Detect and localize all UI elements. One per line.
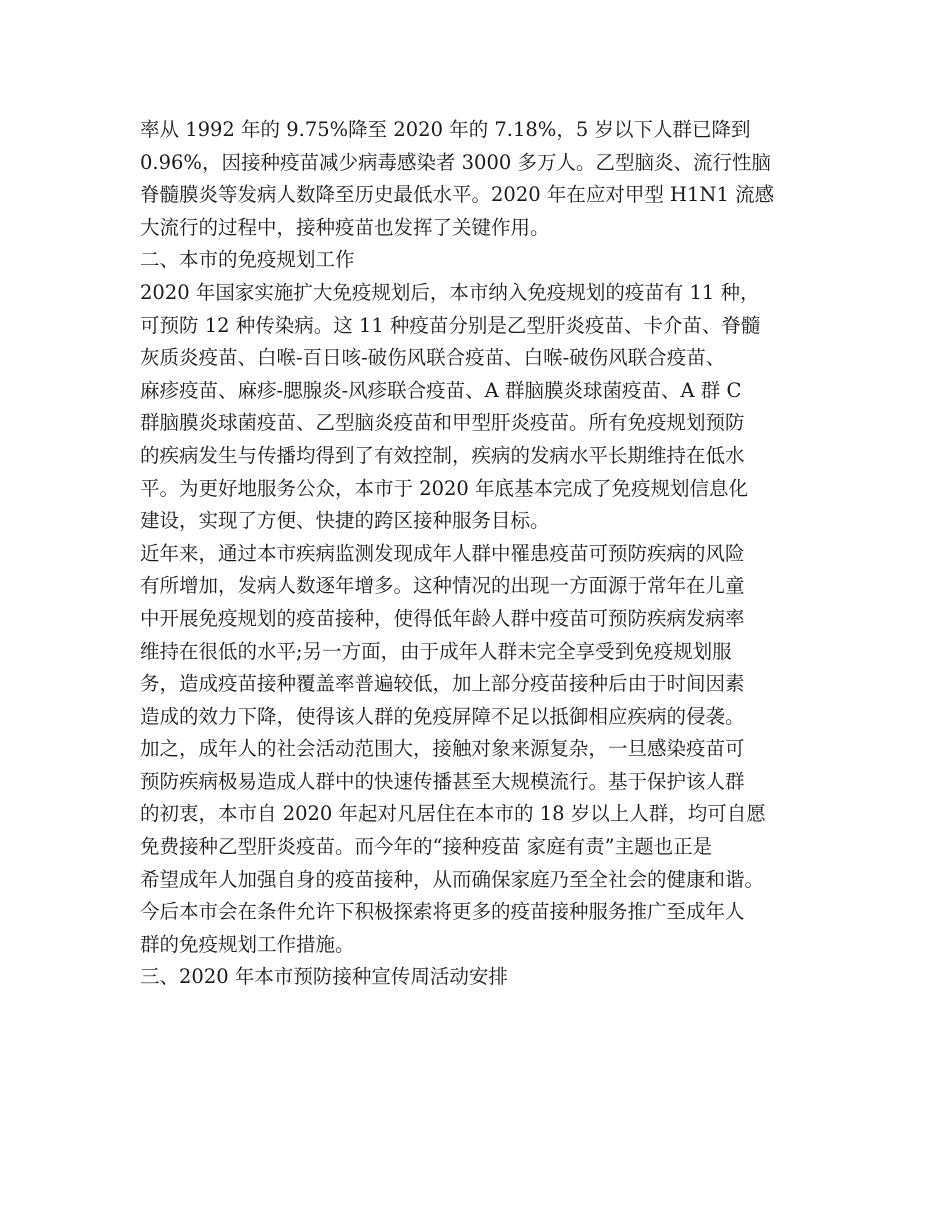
paragraph-line: 加之，成年人的社会活动范围大，接触对象来源复杂，一旦感染疫苗可 [140,737,745,761]
paragraph-line: 近年来，通过本市疾病监测发现成年人群中罹患疫苗可预防疾病的风险 [140,541,745,565]
paragraph-line: 务，造成疫苗接种覆盖率普遍较低，加上部分疫苗接种后由于时间因素 [140,672,745,696]
paragraph-line: 率从 1992 年的 9.75%降至 2020 年的 7.18%，5 岁以下人群已降到 [140,118,751,141]
paragraph-line: 平。为更好地服务公众，本市于 2020 年底基本完成了免疫规划信息化 [140,476,749,500]
paragraph-line: 希望成年人加强自身的疫苗接种，从而确保家庭乃至全社会的健康和谐。 [140,867,765,891]
paragraph-line: 大流行的过程中，接种疫苗也发挥了关键作用。 [140,215,550,239]
paragraph-line: 可预防 12 种传染病。这 11 种疫苗分别是乙型肝炎疫苗、卡介苗、脊髓 [140,313,761,337]
paragraph-line: 免费接种乙型肝炎疫苗。而今年的“接种疫苗 家庭有责”主题也正是 [140,835,713,859]
section-heading: 二、本市的免疫规划工作 [140,248,355,272]
paragraph-line: 的疾病发生与传播均得到了有效控制，疾病的发病水平长期维持在低水 [140,443,745,467]
paragraph-line: 灰质炎疫苗、白喉-百日咳-破伤风联合疫苗、白喉-破伤风联合疫苗、 [140,346,726,370]
paragraph-line: 2020 年国家实施扩大免疫规划后，本市纳入免疫规划的疫苗有 11 种， [140,280,760,304]
paragraph-line: 有所增加，发病人数逐年增多。这种情况的出现一方面源于常年在儿童 [140,574,745,598]
paragraph-line: 脊髓膜炎等发病人数降至历史最低水平。2020 年在应对甲型 H1N1 流感 [140,183,775,207]
paragraph-line: 造成的效力下降，使得该人群的免疫屏障不足以抵御相应疾病的侵袭。 [140,704,745,728]
paragraph-line: 维持在很低的水平;另一方面，由于成年人群未完全享受到免疫规划服 [140,639,732,663]
paragraph-line: 麻疹疫苗、麻疹-腮腺炎-风疹联合疫苗、A 群脑膜炎球菌疫苗、A 群 C [140,378,742,402]
paragraph-line: 0.96%，因接种疫苗减少病毒感染者 3000 多万人。乙型脑炎、流行性脑 [140,150,771,174]
paragraph-line: 的初衷，本市自 2020 年起对凡居住在本市的 18 岁以上人群，均可自愿 [140,802,766,826]
section-heading: 三、2020 年本市预防接种宣传周活动安排 [140,965,508,989]
paragraph-line: 群的免疫规划工作措施。 [140,932,355,956]
paragraph-line: 今后本市会在条件允许下积极探索将更多的疫苗接种服务推广至成年人 [140,900,745,924]
document-body [140,114,830,994]
paragraph-line: 群脑膜炎球菌疫苗、乙型脑炎疫苗和甲型肝炎疫苗。所有免疫规划预防 [140,411,745,435]
paragraph-line: 建设，实现了方便、快捷的跨区接种服务目标。 [140,509,550,533]
paragraph-line: 中开展免疫规划的疫苗接种，使得低年龄人群中疫苗可预防疾病发病率 [140,606,745,630]
paragraph-line: 预防疾病极易造成人群中的快速传播甚至大规模流行。基于保护该人群 [140,769,745,793]
